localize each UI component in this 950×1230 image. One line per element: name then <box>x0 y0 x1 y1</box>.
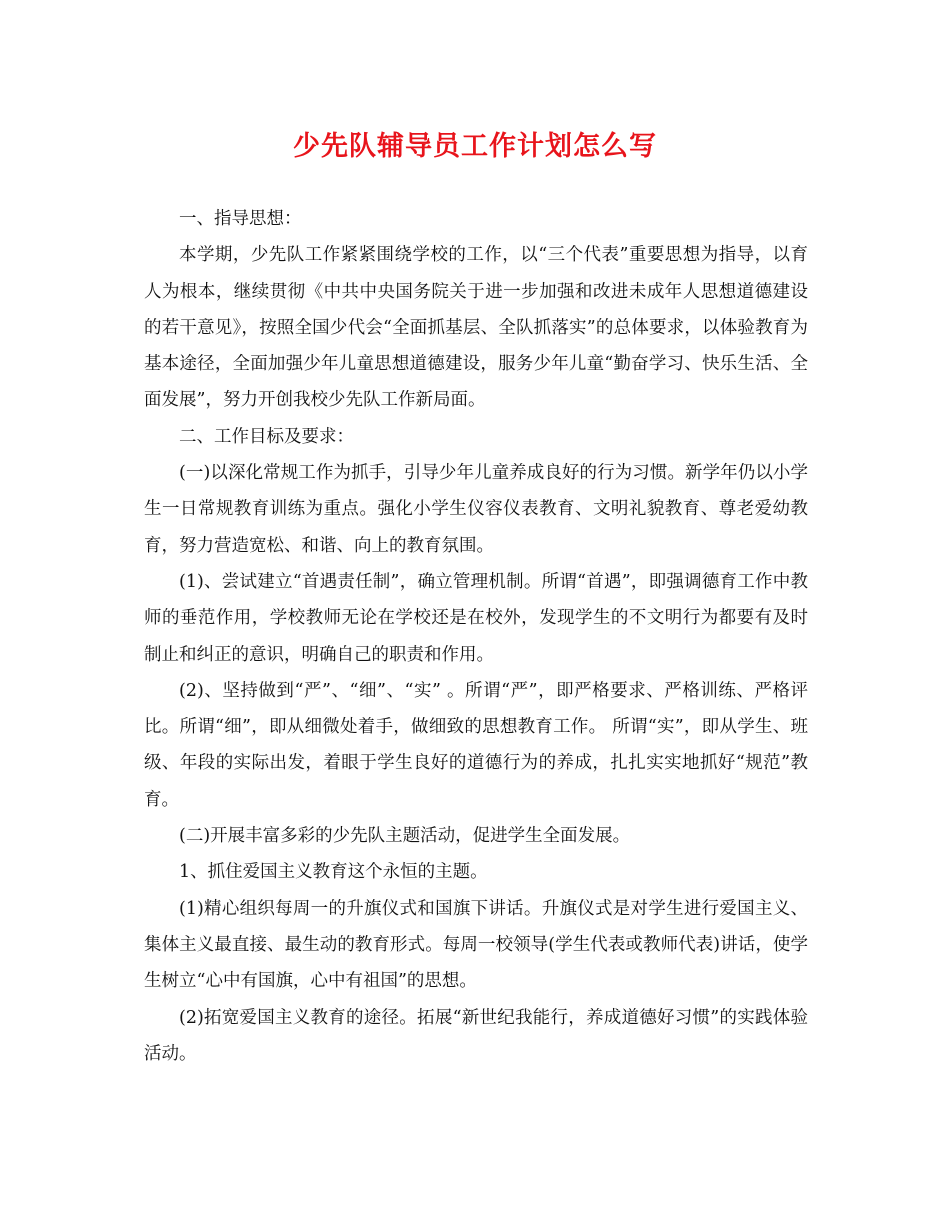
document-body <box>144 201 808 1072</box>
section-heading-goals: 二、工作目标及要求： <box>179 426 354 447</box>
paragraph-patriotism-channels: (2)拓宽爱国主义教育的途径。拓展“新世纪我能行，养成道德好习惯”的实践体验活动。 <box>144 1007 808 1064</box>
paragraph-patriotism-theme: 1、抓住爱国主义教育这个永恒的主题。 <box>179 862 488 883</box>
document-title: 少先队辅导员工作计划怎么写 <box>293 131 657 162</box>
paragraph-goal-one: (一)以深化常规工作为抓手，引导少年儿童养成良好的行为习惯。新学年仍以小学生一日常规教育训练为重点。强化小学生仪容仪表教育、文明礼貌教育、尊老爱幼教育，努力营造宽松、和谐、向上的教育氛围。 <box>144 463 808 556</box>
paragraph-flag-ceremony: (1)精心组织每周一的升旗仪式和国旗下讲话。升旗仪式是对学生进行爱国主义、集体主义最直接、最生动的教育形式。每周一校领导(学生代表或教师代表)讲话，使学生树立“心中有国旗，心中有祖国”的思想。 <box>144 898 808 992</box>
paragraph-guiding-ideology: 本学期，少先队工作紧紧围绕学校的工作，以“三个代表”重要思想为指导，以育人为根本，继续贯彻《中共中央国务院关于进一步加强和改进未成年人思想道德建设的若干意见》，按照全国少代会“全面抓基层、全队抓落实”的总体要求，以体验教育为基本途径，全面加强少年儿童思想道德建设，服务少年儿童“勤奋学习、快乐生活、全面发展”，努力开创我校少先队工作新局面。 <box>144 245 808 411</box>
paragraph-goal-two: (二)开展丰富多彩的少先队主题活动，促进学生全面发展。 <box>179 826 631 847</box>
paragraph-first-encounter-responsibility: (1)、尝试建立“首遇责任制”，确立管理机制。所谓“首遇”，即强调德育工作中教师的垂范作用，学校教师无论在学校还是在校外，发现学生的不文明行为都要有及时制止和纠正的意识，明确自己的职责和作用。 <box>144 571 808 665</box>
section-heading-guiding-ideology: 一、指导思想： <box>179 209 302 229</box>
paragraph-strict-detailed-practical: (2)、坚持做到“严”、“细”、“实” 。所谓“严”，即严格要求、严格训练、严格评比。所谓“细”，即从细微处着手，做细致的思想教育工作。 所谓“实”，即从学生、班级、年段的实际出发，着眼于学生良好的道德行为的养成，扎扎实实地抓好“规范”教育。 <box>144 680 808 810</box>
